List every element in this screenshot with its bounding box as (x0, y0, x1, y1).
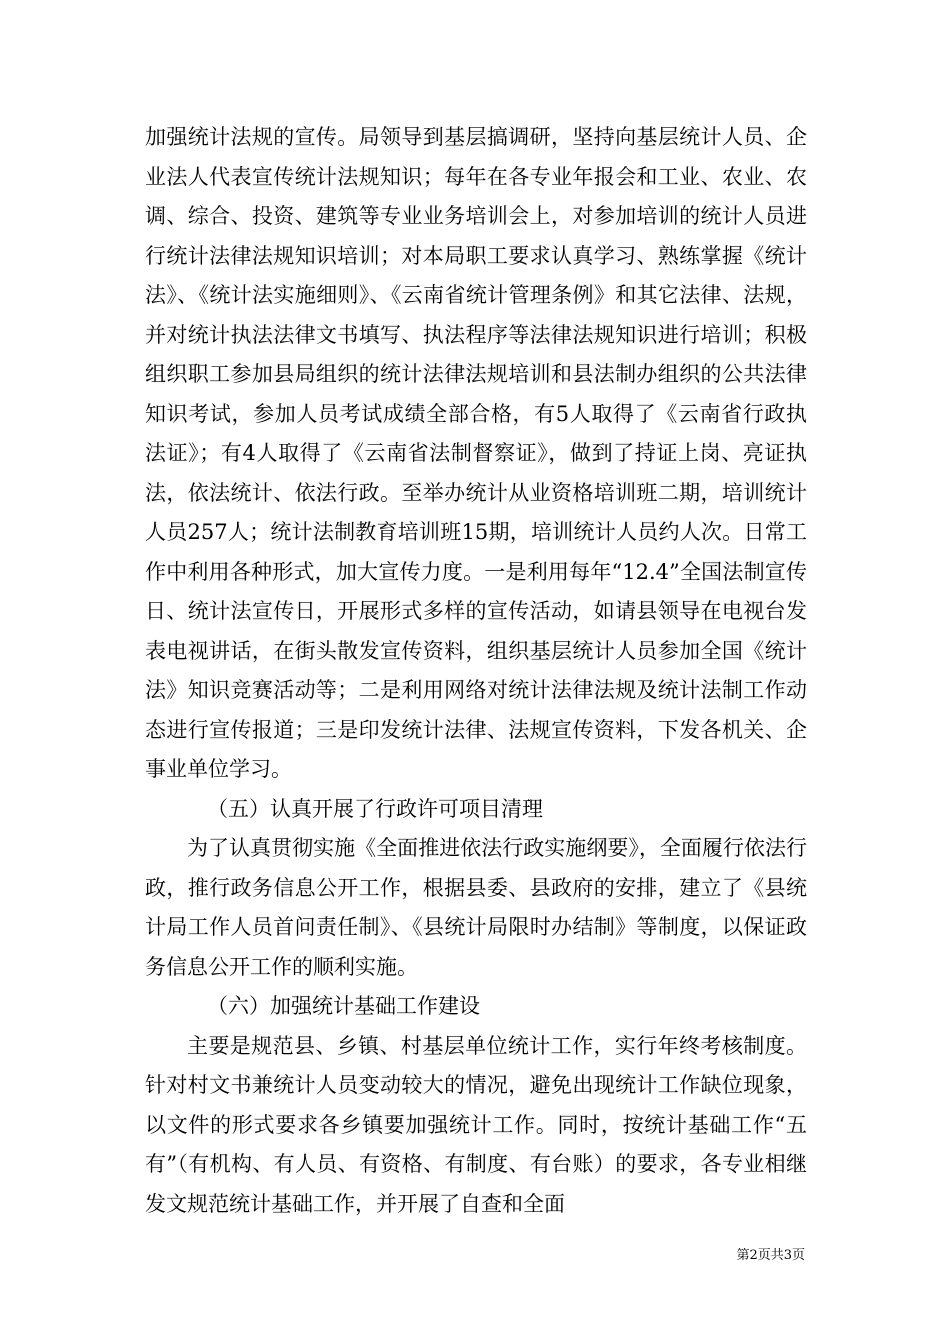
paragraph-statistics-law-publicity: 加强统计法规的宣传。局领导到基层搞调研，坚持向基层统计人员、企业法人代表宣传统计法规知识；每年在各专业年报会和工业、农业、农调、综合、投资、建筑等专业业务培训会上，对参加培训的统计人员进行统计法律法规知识培训；对本局职工要求认真学习、熟练掌握《统计法》、《统计法实施细则》、《云南省统计管理条例》和其它法律、法规，并对统计执法法律文书填写、执法程序等法律法规知识进行培训；积极组织职工参加县局组织的统计法律法规培训和县法制办组织的公共法律知识考试，参加人员考试成绩全部合格，有5人取得了《云南省行政执法证》；有4人取得了《云南省法制督察证》，做到了持证上岗、亮证执法，依法统计、依法行政。至举办统计从业资格培训班二期，培训统计人员257人；统计法制教育培训班15期，培训统计人员约人次。日常工作中利用各种形式，加大宣传力度。一是利用每年“12.4”全国法制宣传日、统计法宣传日，开展形式多样的宣传活动，如请县领导在电视台发表电视讲话，在街头散发宣传资料，组织基层统计人员参加全国《统计法》知识竞赛活动等；二是利用网络对统计法律法规及统计法制工作动态进行宣传报道；三是印发统计法律、法规宣传资料，下发各机关、企事业单位学习。 (145, 125, 807, 781)
paragraph-administrative-license: 为了认真贯彻实施《全面推进依法行政实施纲要》，全面履行依法行政，推行政务信息公开工作，根据县委、县政府的安排，建立了《县统计局工作人员首问责任制》、《县统计局限时办结制》等制度，以保证政务信息公开工作的顺利实施。 (145, 836, 807, 979)
document-body (145, 118, 807, 1224)
section-heading-five: （五）认真开展了行政许可项目清理 (207, 796, 543, 821)
paragraph-statistics-foundation: 主要是规范县、乡镇、村基层单位统计工作，实行年终考核制度。针对村文书兼统计人员变动较大的情况，避免出现统计工作缺位现象，以文件的形式要求各乡镇要加强统计工作。同时，按统计基础工作“五有”（有机构、有人员、有资格、有制度、有台账）的要求，各专业相继发文规范统计基础工作，并开展了自查和全面 (145, 1033, 807, 1216)
page-number-footer: 第2页共3页 (736, 1248, 805, 1263)
section-heading-six: （六）加强统计基础工作建设 (207, 994, 480, 1018)
